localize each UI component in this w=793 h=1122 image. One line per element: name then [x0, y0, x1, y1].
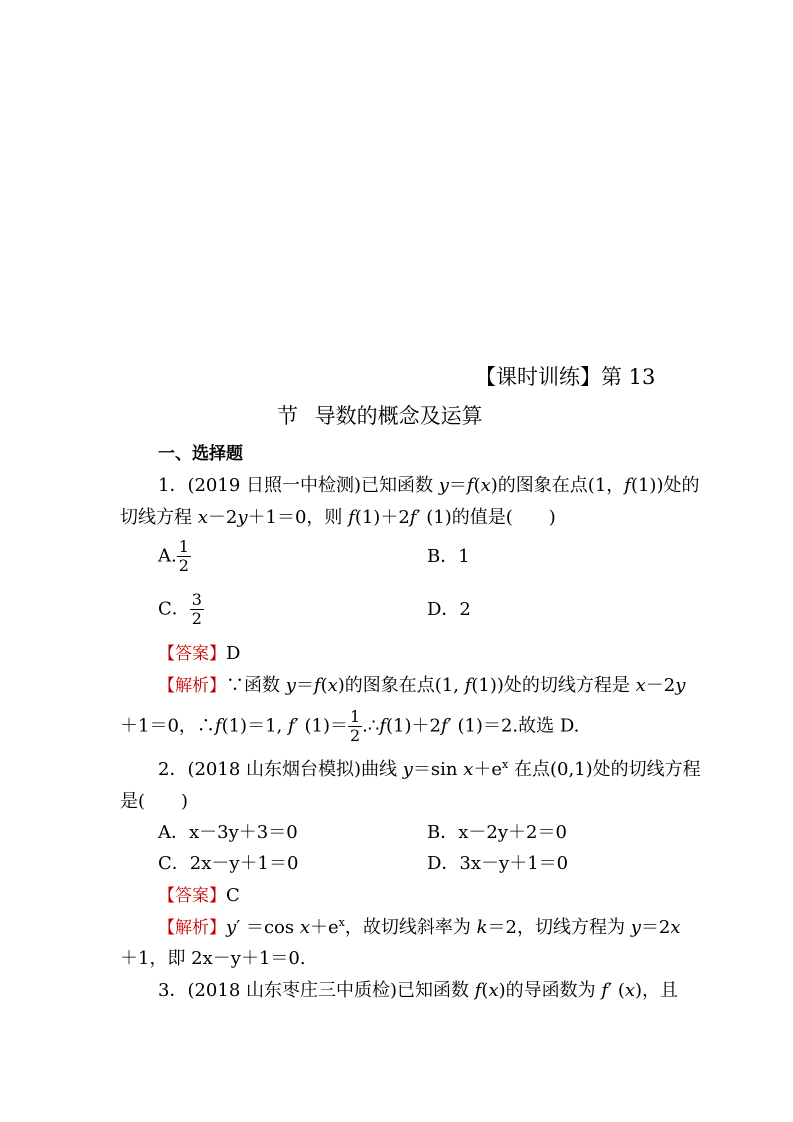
fraction: $\frac{1}{2}$ [349, 707, 361, 745]
page-title-line1: 【课时训练】第 13 [475, 365, 656, 389]
section-heading: 一、选择题 [158, 444, 243, 464]
fraction: $\frac{3}{2}$ [191, 590, 202, 628]
q2-option-c: C．2x－y＋1＝0 [158, 853, 299, 874]
q3-stem-line1: 3．(2018 山东枣庄三中质检)已知函数 f(x)的导函数为 f′ (x)，且 [158, 980, 679, 1001]
q2-answer: 【答案】C [158, 885, 240, 906]
q2-analysis-line2: ＋1，即 2x－y＋1＝0. [120, 948, 306, 969]
analysis-tag: 【解析】 [158, 676, 226, 696]
q1-answer: 【答案】D [158, 643, 241, 664]
q2-option-b: B．x－2y＋2＝0 [427, 822, 567, 843]
q2-stem-line2: 是( ) [120, 791, 189, 812]
q1-analysis-line1: 【解析】∵函数 y＝f(x)的图象在点(1, f(1))处的切线方程是 x－2y [158, 675, 686, 696]
q2-option-a: A．x－3y＋3＝0 [158, 822, 298, 843]
answer-tag: 【答案】 [158, 644, 226, 664]
q1-analysis-line2: ＋1＝0，∴f(1)＝1, f′ (1)＝ $\frac{1}{2}$ .∴f(1)＋2f′ (1)＝2.故选 D. [120, 707, 580, 745]
fraction: $\frac{1}{2}$ [178, 537, 189, 575]
q1-option-b: B．1 [427, 546, 470, 567]
q2-analysis-line1: 【解析】y′ ＝cos $x+e^x$，故切线斜率为 k＝2，切线方程为 y＝2x [158, 916, 681, 938]
q1-stem-line1: 1．(2019 日照一中检测)已知函数 y＝f(x)的图象在点(1，f(1))处的 [158, 475, 700, 496]
q2-stem-line1: 2．(2018 山东烟台模拟)曲线 y＝sin $x+e^x$ 在点(0,1)处的切线方程 [158, 758, 701, 780]
analysis-tag: 【解析】 [158, 918, 226, 938]
answer-tag: 【答案】 [158, 886, 226, 906]
q2-option-d: D．3x－y＋1＝0 [427, 853, 569, 874]
q1-stem-line2: 切线方程 x－2y＋1＝0，则 f(1)＋2f′ (1)的值是( ) [120, 507, 556, 528]
q1-option-a: A. $\frac{1}{2}$ [158, 537, 189, 575]
page-title-line2: 节 导数的概念及运算 [277, 404, 483, 428]
q1-option-d: D．2 [427, 599, 471, 620]
q1-option-c: C． $\frac{3}{2}$ [158, 590, 202, 628]
